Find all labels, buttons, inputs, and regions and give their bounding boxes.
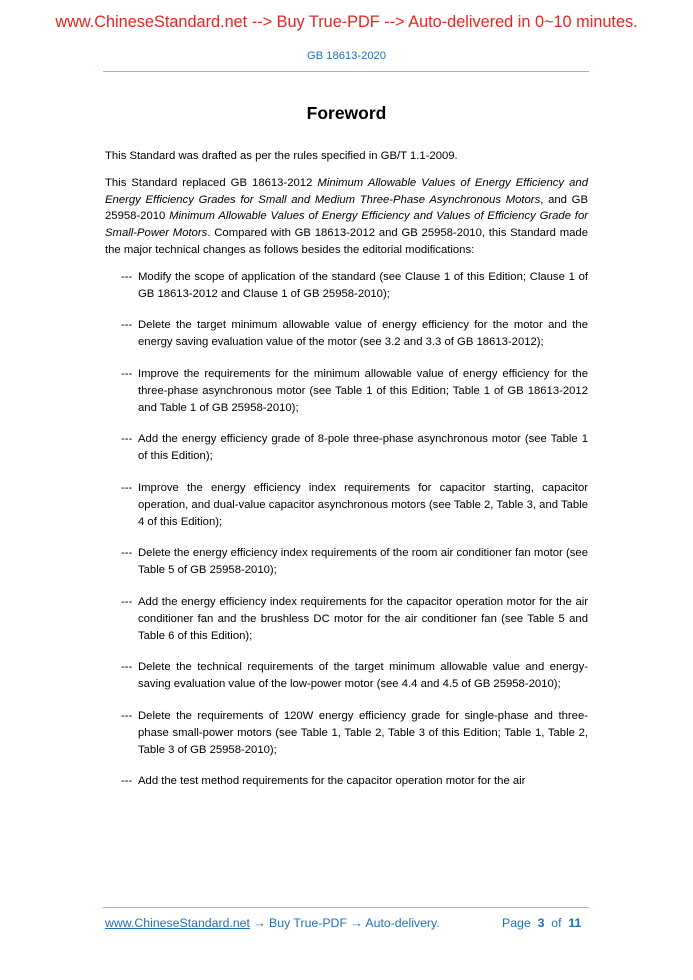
- list-item-text: Modify the scope of application of the standard (see Clause 1 of this Edition; Clause 1 of GB 18613-2012 and Clause 1 of GB 25958-2010);: [138, 270, 588, 300]
- replacement-text-c: , and GB 25958-2010: [105, 193, 588, 223]
- intro-paragraph: This Standard was drafted as per the rules specified in GB/T 1.1-2009.: [105, 150, 458, 162]
- header-divider: [103, 71, 589, 72]
- list-item: [121, 431, 588, 465]
- replacement-paragraph: [105, 175, 588, 259]
- top-banner[interactable]: www.ChineseStandard.net --> Buy True-PDF --> Auto-delivered in 0~10 minutes.: [55, 13, 638, 31]
- replacement-text-e: . Compared with GB 18613-2012 and GB 25958-2010, this Standard made the major technical changes as follows besides the editorial modifications:: [105, 227, 588, 256]
- list-item-text: Improve the requirements for the minimum allowable value of energy efficiency for the three-phase asynchronous motor (see Table 1 of this Edition; Table 1 of GB 18613-2012 and Table 1 of GB 25958-2010);: [138, 367, 588, 414]
- list-item-text: Delete the target minimum allowable value of energy efficiency for the motor and the energy saving evaluation value of the motor (see 3.2 and 3.3 of GB 18613-2012);: [138, 319, 588, 349]
- list-item-text: Delete the requirements of 120W energy efficiency grade for single-phase and three-phase small-power motors (see Table 1, Table 2, Table 3 of this Edition; Table 1, Table 2, Table 3 of GB 25958-2010);: [138, 709, 588, 756]
- list-dash: ---: [121, 709, 133, 722]
- list-item-text: Delete the technical requirements of the target minimum allowable value and energy-saving evaluation value of the low-power motor (see 4.4 and 4.5 of GB 25958-2010);: [138, 661, 588, 691]
- replacement-text-a: This Standard replaced GB 18613-2012: [105, 176, 318, 189]
- list-dash: ---: [121, 547, 133, 560]
- page-current: 3: [537, 916, 545, 930]
- page-title: Foreword: [306, 103, 387, 123]
- list-item-text: Add the energy efficiency grade of 8-pole three-phase asynchronous motor (see Table 1 of this Edition);: [138, 433, 588, 463]
- list-item: [121, 269, 588, 303]
- page-number: [502, 916, 581, 930]
- page-of: of: [551, 916, 562, 930]
- list-item: [121, 594, 588, 644]
- list-dash: ---: [121, 367, 133, 380]
- list-item: [121, 480, 588, 530]
- list-item: [121, 366, 588, 416]
- page-total: 11: [568, 916, 582, 930]
- list-item-text: Add the energy efficiency index requirements for the capacitor operation motor for the air conditioner fan and the brushless DC motor for the air conditioner fan (see Table 5 and Table 6 of this Edition);: [138, 595, 588, 642]
- list-dash: ---: [121, 595, 133, 608]
- document-body: [105, 148, 588, 790]
- list-item: [121, 708, 588, 758]
- list-dash: ---: [121, 775, 133, 788]
- list-dash: ---: [121, 319, 133, 332]
- footer-divider: [103, 907, 589, 908]
- list-item: [121, 773, 588, 790]
- list-dash: ---: [121, 481, 133, 494]
- list-item: [121, 659, 588, 693]
- list-item: [121, 317, 588, 351]
- list-item: [121, 545, 588, 579]
- list-dash: ---: [121, 270, 133, 283]
- list-dash: ---: [121, 433, 133, 446]
- footer-site-link[interactable]: www.ChineseStandard.net: [105, 916, 250, 930]
- replaced-standard-title-2: Minimum Allowable Values of Energy Efficiency and Values of Efficiency Grade for Small-Power Motors: [105, 210, 588, 240]
- footer-purchase-text: → Buy True-PDF → Auto-delivery.: [249, 916, 440, 930]
- list-item-text: Improve the energy efficiency index requirements for capacitor starting, capacitor operation, and dual-value capacitor asynchronous motors (see Table 2, Table 3, and Table 4 of this Edition);: [138, 481, 588, 528]
- list-item-text: Delete the energy efficiency index requirements of the room air conditioner fan motor (see Table 5 of GB 25958-2010);: [138, 547, 588, 577]
- replaced-standard-title-1: Minimum Allowable Values of Energy Efficiency and Energy Efficiency Grades for Small and Medium Three-Phase Asynchronous Motors: [105, 176, 588, 206]
- list-dash: ---: [121, 661, 133, 674]
- footer-links: [105, 916, 440, 930]
- standard-code-header: GB 18613-2020: [307, 50, 386, 62]
- page-label: Page: [502, 916, 531, 930]
- list-item-text: Add the test method requirements for the capacitor operation motor for the air: [138, 775, 526, 788]
